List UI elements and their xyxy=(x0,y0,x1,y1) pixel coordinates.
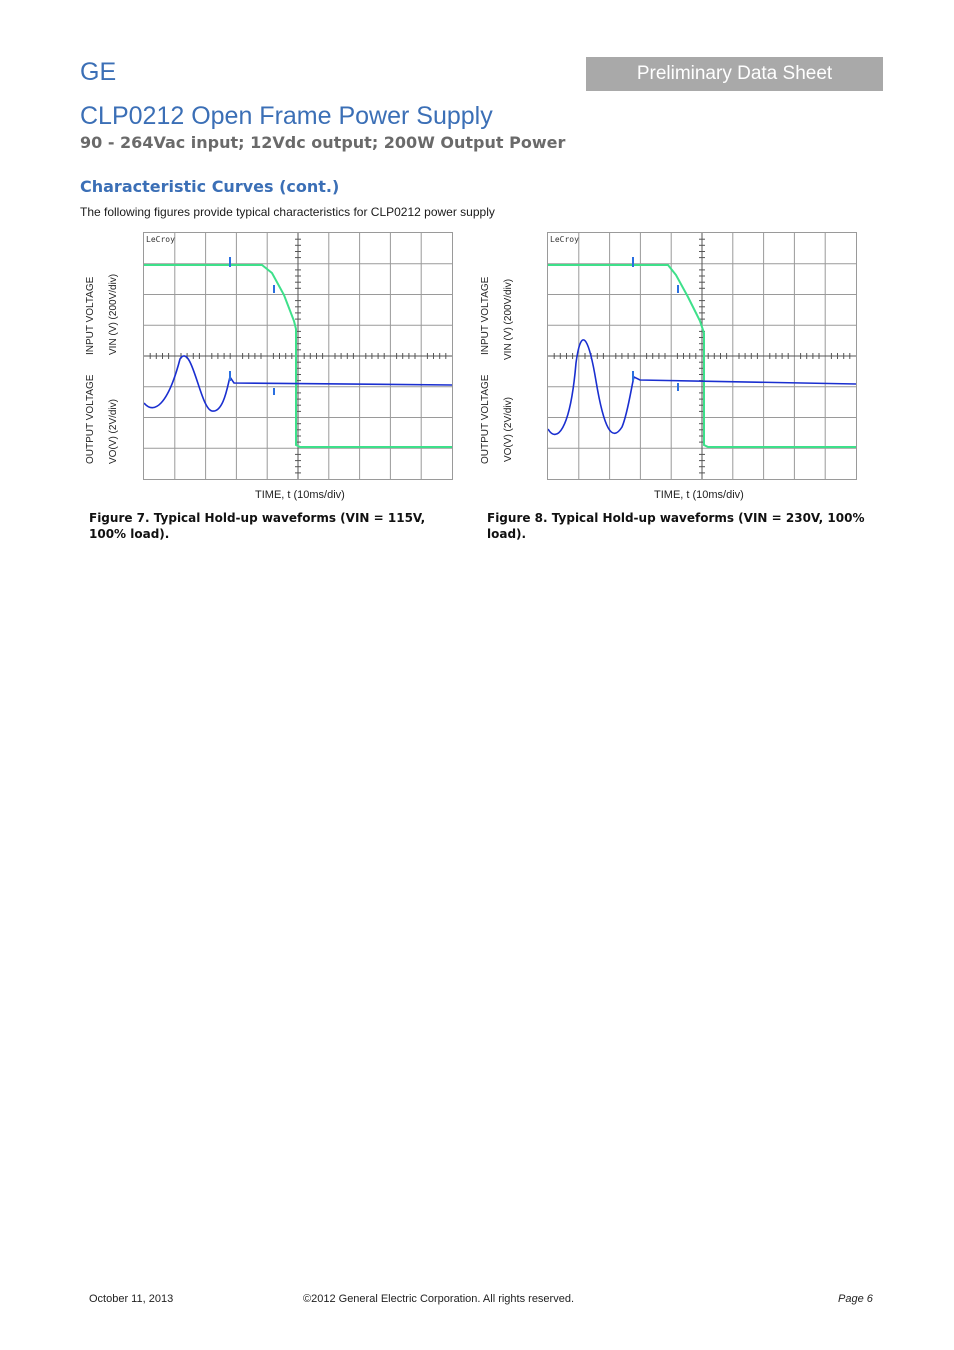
fig7-scope-brand: LeCroy xyxy=(146,235,175,244)
fig7-xlabel: TIME, t (10ms/div) xyxy=(255,489,345,501)
fig7-ylabel-output-units: VO(V) (2V/div) xyxy=(108,398,119,464)
fig8-caption: Figure 8. Typical Hold-up waveforms (VIN = 230V, 100% load). xyxy=(487,511,865,541)
preliminary-banner: Preliminary Data Sheet xyxy=(586,57,883,91)
section-intro: The following figures provide typical characteristics for CLP0212 power supply xyxy=(80,205,495,219)
fig7-oscilloscope xyxy=(143,232,453,480)
fig7-ylabel-output: OUTPUT VOLTAGE xyxy=(85,374,96,464)
fig7-caption: Figure 7. Typical Hold-up waveforms (VIN = 115V, 100% load). xyxy=(89,511,426,541)
footer-copyright: ©2012 General Electric Corporation. All rights reserved. xyxy=(303,1293,575,1305)
document-subtitle: 90 - 264Vac input; 12Vdc output; 200W Output Power xyxy=(80,133,566,152)
section-heading: Characteristic Curves (cont.) xyxy=(80,177,340,196)
fig8-xlabel: TIME, t (10ms/div) xyxy=(654,489,744,501)
fig8-scope-brand: LeCroy xyxy=(550,235,579,244)
ge-logo-text: GE xyxy=(80,58,117,86)
fig8-ylabel-input: INPUT VOLTAGE xyxy=(480,276,491,355)
footer-date: October 11, 2013 xyxy=(89,1293,174,1305)
fig8-ylabel-output-units: VO(V) (2V/div) xyxy=(503,396,514,462)
fig7-plot xyxy=(144,233,452,479)
fig7-ylabel-input: INPUT VOLTAGE xyxy=(85,276,96,355)
fig8-oscilloscope xyxy=(547,232,857,480)
document-title: CLP0212 Open Frame Power Supply xyxy=(80,102,493,130)
fig7-ylabel-input-units: VIN (V) (200V/div) xyxy=(108,273,119,355)
fig8-ylabel-output: OUTPUT VOLTAGE xyxy=(480,374,491,464)
fig8-plot xyxy=(548,233,856,479)
fig8-ylabel-input-units: VIN (V) (200V/div) xyxy=(503,278,514,360)
footer-page-number: Page 6 xyxy=(838,1293,873,1305)
